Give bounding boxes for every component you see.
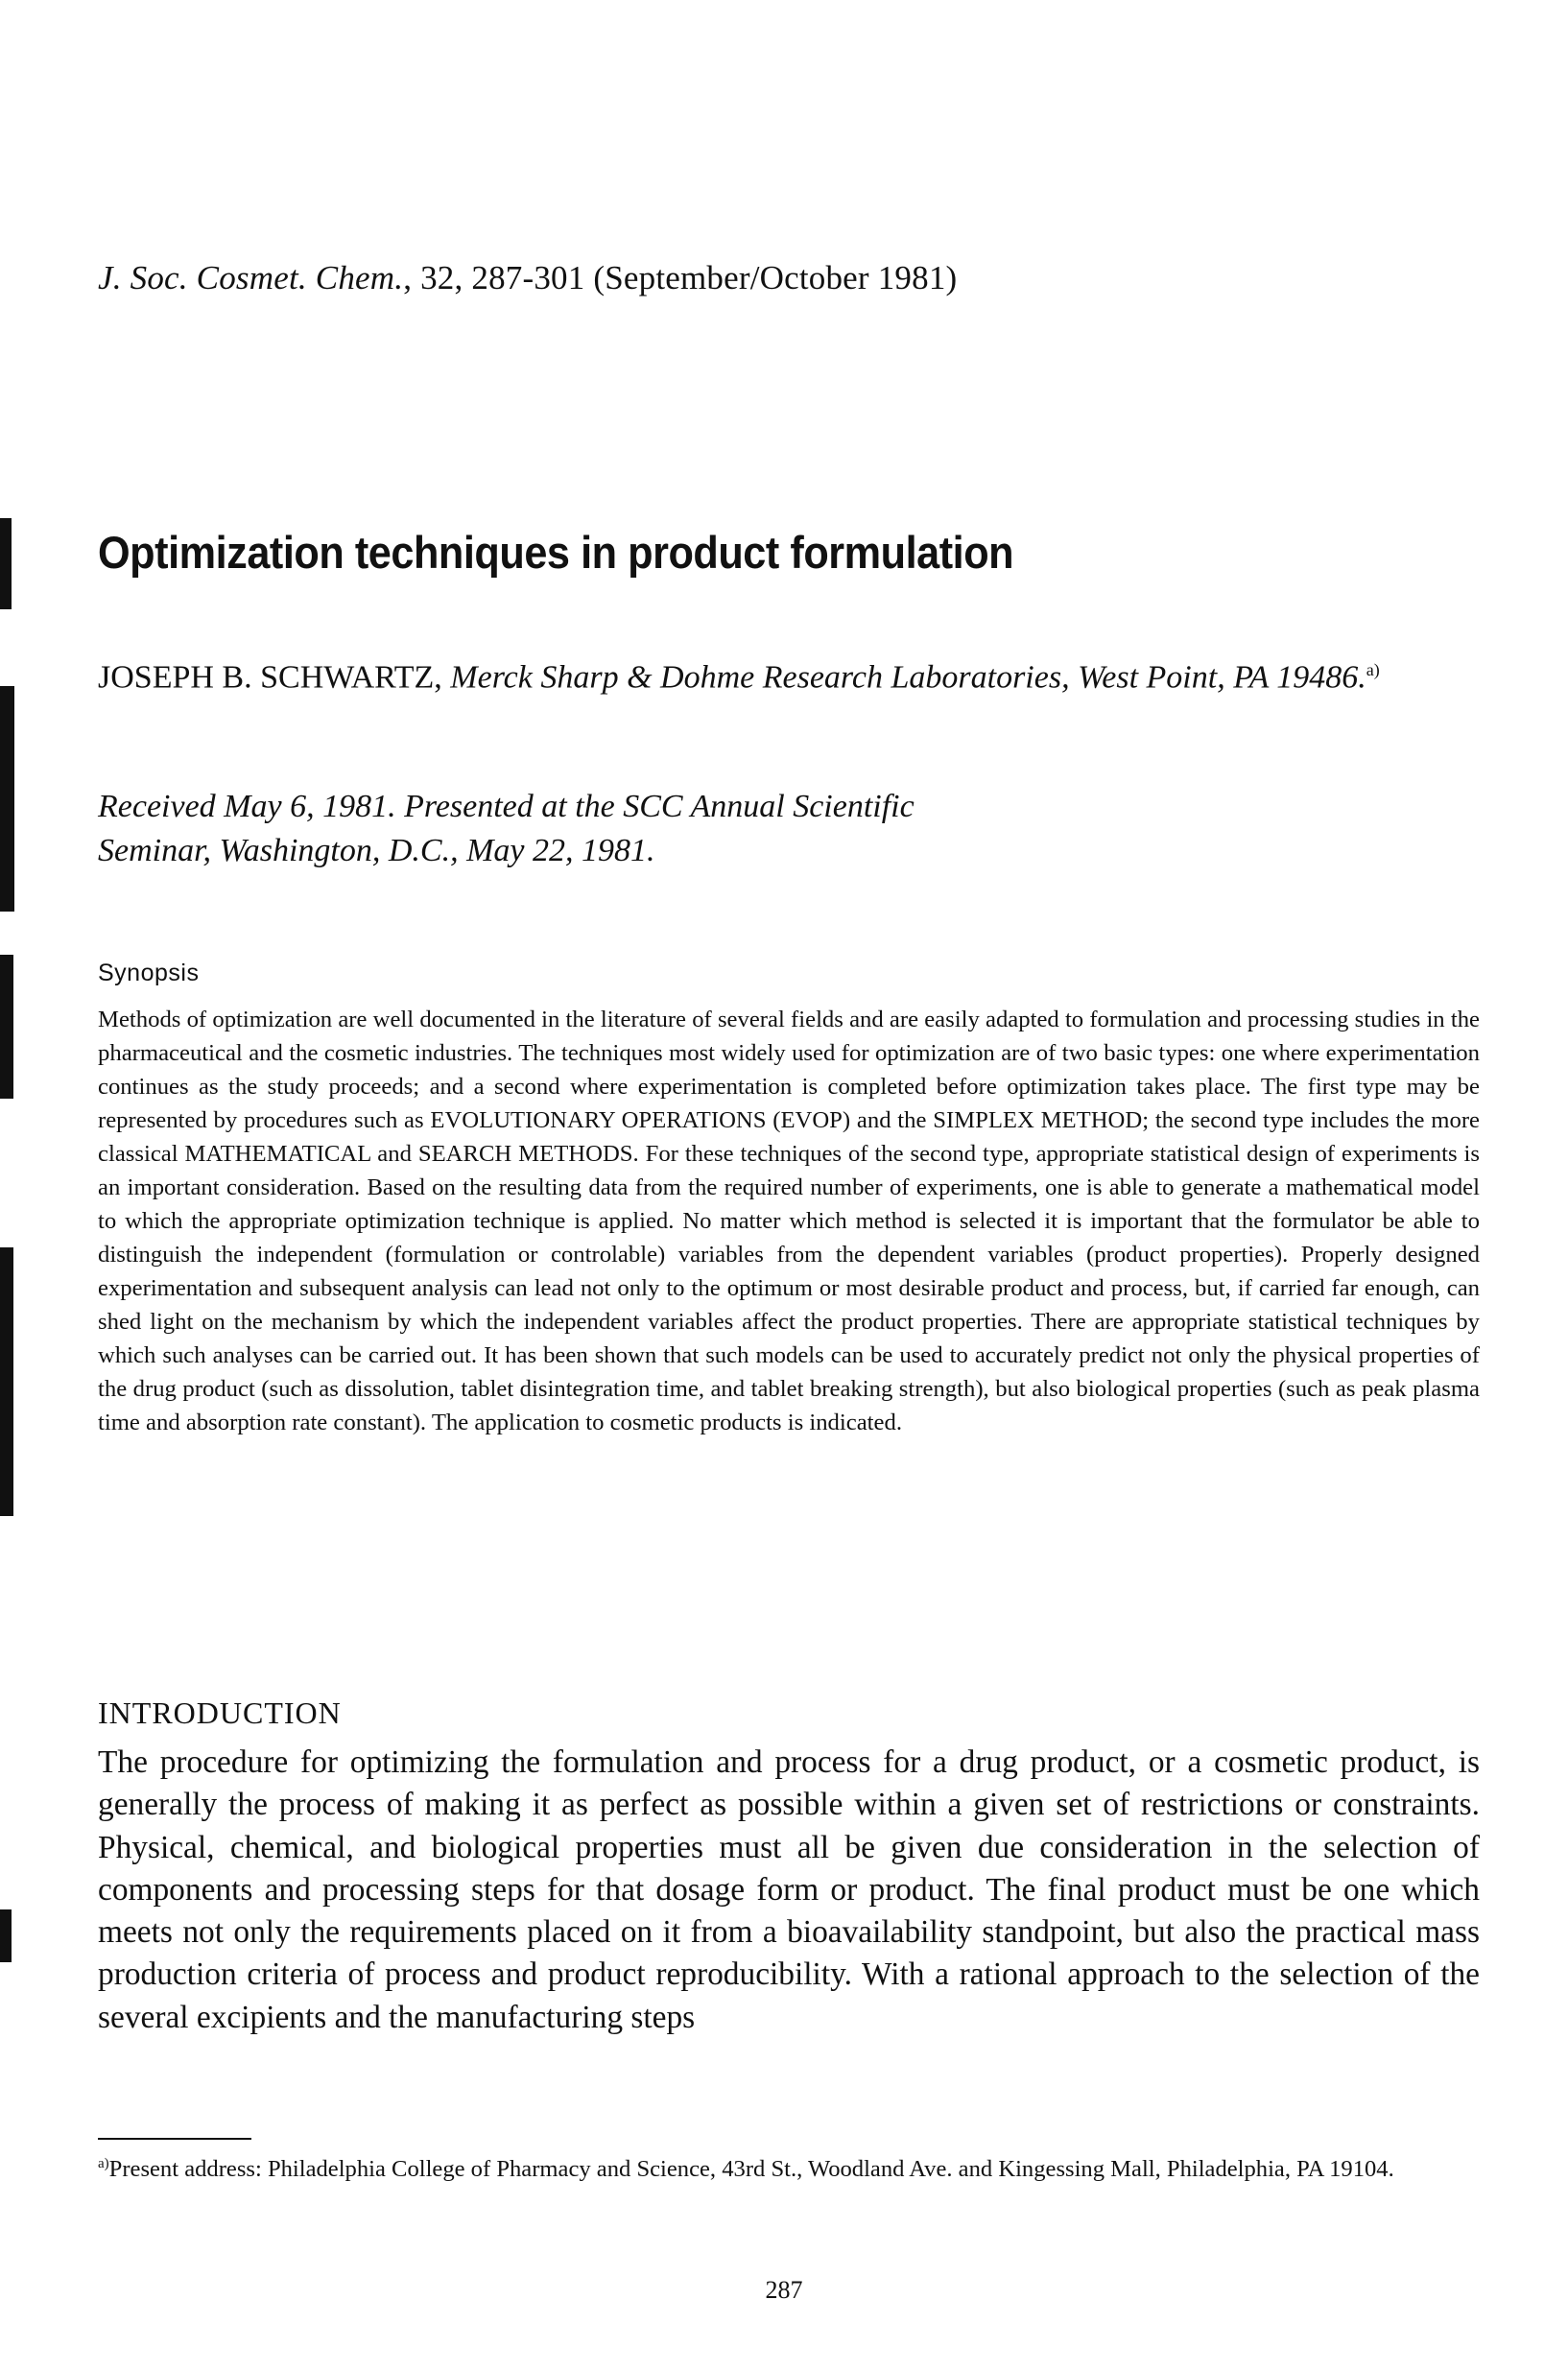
synopsis-paragraph: Methods of optimization are well documented in the literature of several fields and are easily adapted to formulation and processing studies in the pharmaceutical and the cosmetic industries. The techniques most widely used for optimization are of two basic types: one where experimentation continues as the study proceeds; and a second where experimentation is completed before optimization takes place. The first type may be represented by procedures such as EVOLUTIONARY OPERATIONS (EVOP) and the SIMPLEX METHOD; the second type includes the more classical MATHEMATICAL and SEARCH METHODS. For these techniques of the second type, appropriate statistical design of experiments is an important consideration. Based on the resulting data from the required number of experiments, one is able to generate a mathematical model to which the appropriate optimization technique is applied. No matter which method is selected it is important that the formulator be able to distinguish the independent (formulation or controlable) variables from the dependent variables (product properties). Properly designed experimentation and subsequent analysis can lead not only to the optimum or most desirable product and process, but, if carried far enough, can shed light on the mechanism by which the independent variables affect the product properties. There are appropriate statistical techniques by which such analyses can be carried out. It has been shown that such models can be used to accurately predict not only the physical properties of the drug product (such as dissolution, tablet disintegration time, and tablet breaking strength), but also biological properties (such as peak plasma time and absorption rate constant). The application to cosmetic products is indicated. <box>98 1007 1480 1435</box>
scan-artifact-bar <box>0 1909 12 1962</box>
affiliation-footnote-marker: a) <box>1366 660 1380 679</box>
author-name: JOSEPH B. SCHWARTZ, <box>98 659 442 696</box>
received-line: Received May 6, 1981. Presented at the SCC Annual Scientific <box>98 789 915 824</box>
journal-citation <box>98 259 957 297</box>
footnote-divider <box>98 2138 251 2140</box>
author-block <box>98 648 1380 699</box>
scan-artifact-bar <box>0 686 14 912</box>
citation-details: , 32, 287-301 (September/October 1981) <box>403 259 958 296</box>
synopsis-heading: Synopsis <box>98 960 200 986</box>
received-note <box>98 785 915 873</box>
introduction-heading: INTRODUCTION <box>98 1695 342 1730</box>
article-title: Optimization techniques in product formulation <box>98 527 1014 578</box>
scan-artifact-bar <box>0 1247 13 1516</box>
scan-artifact-bar <box>0 518 12 609</box>
footnote-text: Present address: Philadelphia College of Pharmacy and Science, 43rd St., Woodland Ave. and Kingessing Mall, Philadelphia, PA 19104. <box>108 2156 1394 2183</box>
page-number: 287 <box>765 2276 803 2304</box>
journal-name: J. Soc. Cosmet. Chem. <box>98 259 404 296</box>
author-affiliation: Merck Sharp & Dohme Research Laboratories, West Point, PA 19486. <box>450 659 1366 696</box>
scan-artifact-bar <box>0 955 13 1099</box>
footnote-marker: a) <box>98 2156 109 2171</box>
received-line: Seminar, Washington, D.C., May 22, 1981. <box>98 833 655 868</box>
introduction-paragraph: The procedure for optimizing the formulation and process for a drug product, or a cosmetic product, is generally the process of making it as perfect as possible within a given set of restrictions or constraints. Physical, chemical, and biological properties must all be given due consideration in the selection of components and processing steps for that dosage form or product. The final product must be one which meets not only the requirements placed on it from a bioavailability standpoint, but also the practical mass production criteria of process and product reproducibility. With a rational approach to the selection of the several excipients and the manufacturing steps <box>98 1744 1480 2035</box>
footnote <box>98 2147 1480 2186</box>
